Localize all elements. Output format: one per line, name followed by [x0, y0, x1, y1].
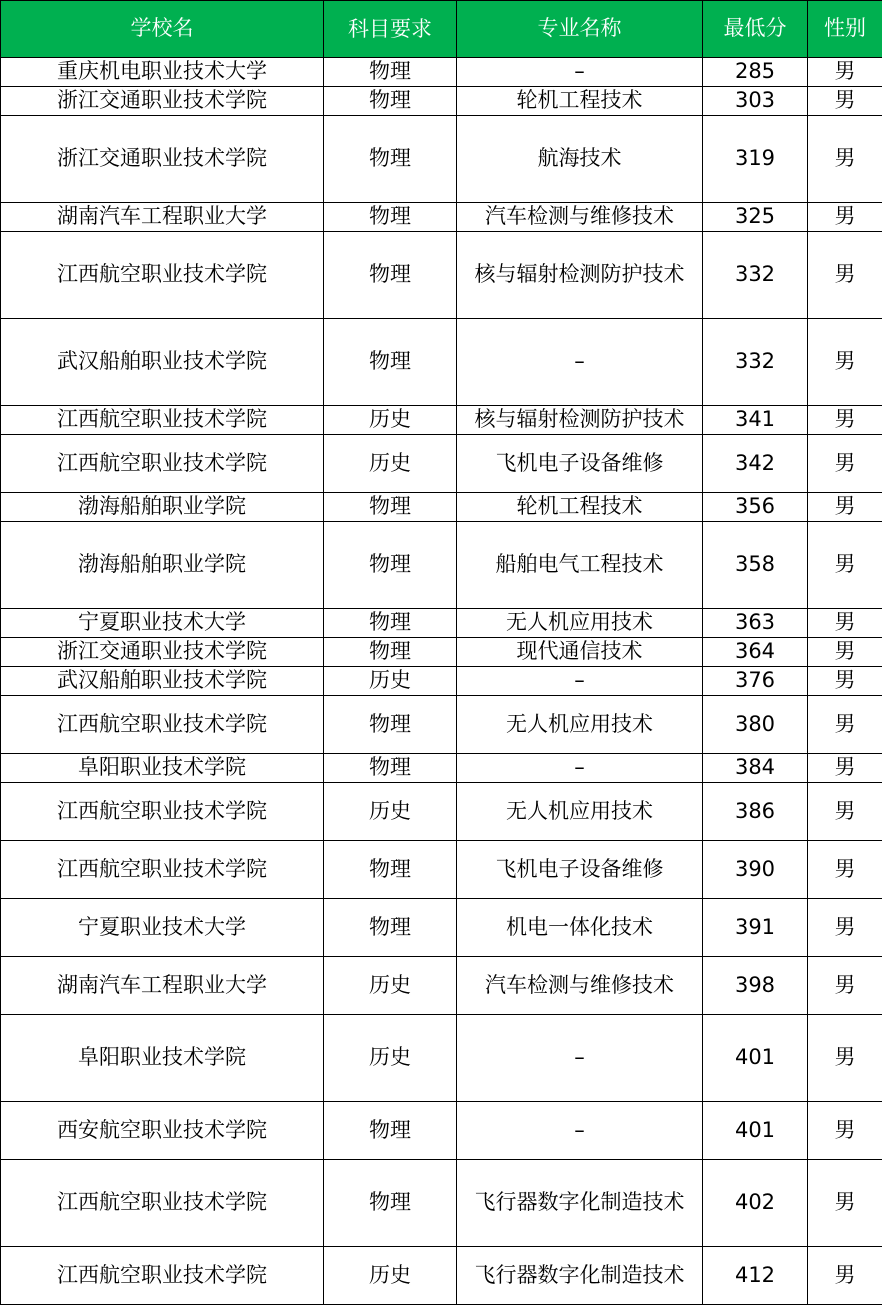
- subject-cell: 物理: [324, 899, 457, 957]
- major-cell: 轮机工程技术: [457, 493, 703, 522]
- subject-cell: 历史: [324, 957, 457, 1015]
- major-cell: 现代通信技术: [457, 638, 703, 667]
- header-major: 专业名称: [457, 1, 703, 58]
- major-cell: 轮机工程技术: [457, 87, 703, 116]
- school-cell: 湖南汽车工程职业大学: [1, 203, 324, 232]
- score-cell: 384: [703, 754, 808, 783]
- score-cell: 363: [703, 609, 808, 638]
- school-cell: 江西航空职业技术学院: [1, 406, 324, 435]
- major-cell: 核与辐射检测防护技术: [457, 232, 703, 319]
- major-cell: 汽车检测与维修技术: [457, 957, 703, 1015]
- subject-cell: 历史: [324, 406, 457, 435]
- score-cell: 380: [703, 696, 808, 754]
- major-cell: 飞机电子设备维修: [457, 841, 703, 899]
- table-row: [1, 319, 882, 406]
- major-cell: 飞机电子设备维修: [457, 435, 703, 493]
- table-row: [1, 493, 882, 522]
- gender-cell: 男: [808, 58, 882, 87]
- table-row: [1, 116, 882, 203]
- school-cell: 浙江交通职业技术学院: [1, 116, 324, 203]
- header-school: 学校名: [1, 1, 324, 58]
- subject-cell: 物理: [324, 319, 457, 406]
- major-cell: –: [457, 58, 703, 87]
- score-cell: 332: [703, 232, 808, 319]
- school-cell: 渤海船舶职业学院: [1, 493, 324, 522]
- school-cell: 武汉船舶职业技术学院: [1, 319, 324, 406]
- gender-cell: 男: [808, 493, 882, 522]
- score-cell: 401: [703, 1102, 808, 1160]
- table-row: [1, 667, 882, 696]
- subject-cell: 物理: [324, 203, 457, 232]
- gender-cell: 男: [808, 87, 882, 116]
- gender-cell: 男: [808, 203, 882, 232]
- table-row: [1, 203, 882, 232]
- header-subject: 科目要求: [324, 1, 457, 58]
- subject-cell: 物理: [324, 609, 457, 638]
- score-cell: 364: [703, 638, 808, 667]
- gender-cell: 男: [808, 319, 882, 406]
- school-cell: 渤海船舶职业学院: [1, 522, 324, 609]
- table-row: [1, 522, 882, 609]
- subject-cell: 物理: [324, 87, 457, 116]
- score-cell: 303: [703, 87, 808, 116]
- table-row: [1, 899, 882, 957]
- score-cell: 386: [703, 783, 808, 841]
- score-cell: 332: [703, 319, 808, 406]
- subject-cell: 物理: [324, 696, 457, 754]
- gender-cell: 男: [808, 1160, 882, 1247]
- table-row: [1, 696, 882, 754]
- major-cell: 无人机应用技术: [457, 783, 703, 841]
- school-cell: 重庆机电职业技术大学: [1, 58, 324, 87]
- subject-cell: 物理: [324, 638, 457, 667]
- school-cell: 江西航空职业技术学院: [1, 841, 324, 899]
- major-cell: 船舶电气工程技术: [457, 522, 703, 609]
- gender-cell: 男: [808, 435, 882, 493]
- header-row: [1, 1, 882, 58]
- score-cell: 358: [703, 522, 808, 609]
- score-cell: 412: [703, 1247, 808, 1305]
- score-cell: 325: [703, 203, 808, 232]
- score-cell: 402: [703, 1160, 808, 1247]
- school-cell: 湖南汽车工程职业大学: [1, 957, 324, 1015]
- school-cell: 江西航空职业技术学院: [1, 1247, 324, 1305]
- score-cell: 391: [703, 899, 808, 957]
- major-cell: 汽车检测与维修技术: [457, 203, 703, 232]
- subject-cell: 历史: [324, 1247, 457, 1305]
- gender-cell: 男: [808, 609, 882, 638]
- school-cell: 江西航空职业技术学院: [1, 435, 324, 493]
- gender-cell: 男: [808, 957, 882, 1015]
- gender-cell: 男: [808, 754, 882, 783]
- school-cell: 宁夏职业技术大学: [1, 899, 324, 957]
- score-cell: 285: [703, 58, 808, 87]
- subject-cell: 物理: [324, 522, 457, 609]
- subject-cell: 物理: [324, 493, 457, 522]
- subject-cell: 历史: [324, 667, 457, 696]
- table-row: [1, 638, 882, 667]
- table-row: [1, 232, 882, 319]
- gender-cell: 男: [808, 522, 882, 609]
- subject-cell: 物理: [324, 116, 457, 203]
- major-cell: –: [457, 1102, 703, 1160]
- gender-cell: 男: [808, 667, 882, 696]
- gender-cell: 男: [808, 783, 882, 841]
- school-cell: 江西航空职业技术学院: [1, 783, 324, 841]
- gender-cell: 男: [808, 1015, 882, 1102]
- school-cell: 西安航空职业技术学院: [1, 1102, 324, 1160]
- table-row: [1, 841, 882, 899]
- gender-cell: 男: [808, 696, 882, 754]
- table-row: [1, 957, 882, 1015]
- school-cell: 武汉船舶职业技术学院: [1, 667, 324, 696]
- score-cell: 398: [703, 957, 808, 1015]
- subject-cell: 物理: [324, 58, 457, 87]
- gender-cell: 男: [808, 841, 882, 899]
- score-cell: 342: [703, 435, 808, 493]
- major-cell: 飞行器数字化制造技术: [457, 1247, 703, 1305]
- gender-cell: 男: [808, 1247, 882, 1305]
- subject-cell: 物理: [324, 1160, 457, 1247]
- subject-cell: 物理: [324, 232, 457, 319]
- major-cell: –: [457, 667, 703, 696]
- gender-cell: 男: [808, 406, 882, 435]
- table-row: [1, 435, 882, 493]
- school-cell: 江西航空职业技术学院: [1, 1160, 324, 1247]
- subject-cell: 历史: [324, 435, 457, 493]
- table-row: [1, 754, 882, 783]
- subject-cell: 历史: [324, 783, 457, 841]
- table-row: [1, 87, 882, 116]
- major-cell: 无人机应用技术: [457, 696, 703, 754]
- subject-cell: 物理: [324, 841, 457, 899]
- table-row: [1, 1015, 882, 1102]
- table-row: [1, 1160, 882, 1247]
- major-cell: 航海技术: [457, 116, 703, 203]
- table-row: [1, 1102, 882, 1160]
- major-cell: –: [457, 319, 703, 406]
- score-cell: 319: [703, 116, 808, 203]
- gender-cell: 男: [808, 638, 882, 667]
- score-cell: 341: [703, 406, 808, 435]
- school-cell: 宁夏职业技术大学: [1, 609, 324, 638]
- major-cell: 无人机应用技术: [457, 609, 703, 638]
- subject-cell: 物理: [324, 1102, 457, 1160]
- score-cell: 356: [703, 493, 808, 522]
- table-row: [1, 58, 882, 87]
- score-cell: 376: [703, 667, 808, 696]
- gender-cell: 男: [808, 232, 882, 319]
- major-cell: 核与辐射检测防护技术: [457, 406, 703, 435]
- school-cell: 阜阳职业技术学院: [1, 754, 324, 783]
- major-cell: 飞行器数字化制造技术: [457, 1160, 703, 1247]
- major-cell: 机电一体化技术: [457, 899, 703, 957]
- gender-cell: 男: [808, 1102, 882, 1160]
- gender-cell: 男: [808, 899, 882, 957]
- table-row: [1, 1247, 882, 1305]
- school-cell: 江西航空职业技术学院: [1, 232, 324, 319]
- school-cell: 阜阳职业技术学院: [1, 1015, 324, 1102]
- major-cell: –: [457, 754, 703, 783]
- subject-cell: 物理: [324, 754, 457, 783]
- table-row: [1, 783, 882, 841]
- score-cell: 390: [703, 841, 808, 899]
- major-cell: –: [457, 1015, 703, 1102]
- school-cell: 江西航空职业技术学院: [1, 696, 324, 754]
- school-cell: 浙江交通职业技术学院: [1, 87, 324, 116]
- table-row: [1, 406, 882, 435]
- subject-cell: 历史: [324, 1015, 457, 1102]
- header-gender: 性别: [808, 1, 882, 58]
- gender-cell: 男: [808, 116, 882, 203]
- score-cell: 401: [703, 1015, 808, 1102]
- table-row: [1, 609, 882, 638]
- header-min-score: 最低分: [703, 1, 808, 58]
- school-cell: 浙江交通职业技术学院: [1, 638, 324, 667]
